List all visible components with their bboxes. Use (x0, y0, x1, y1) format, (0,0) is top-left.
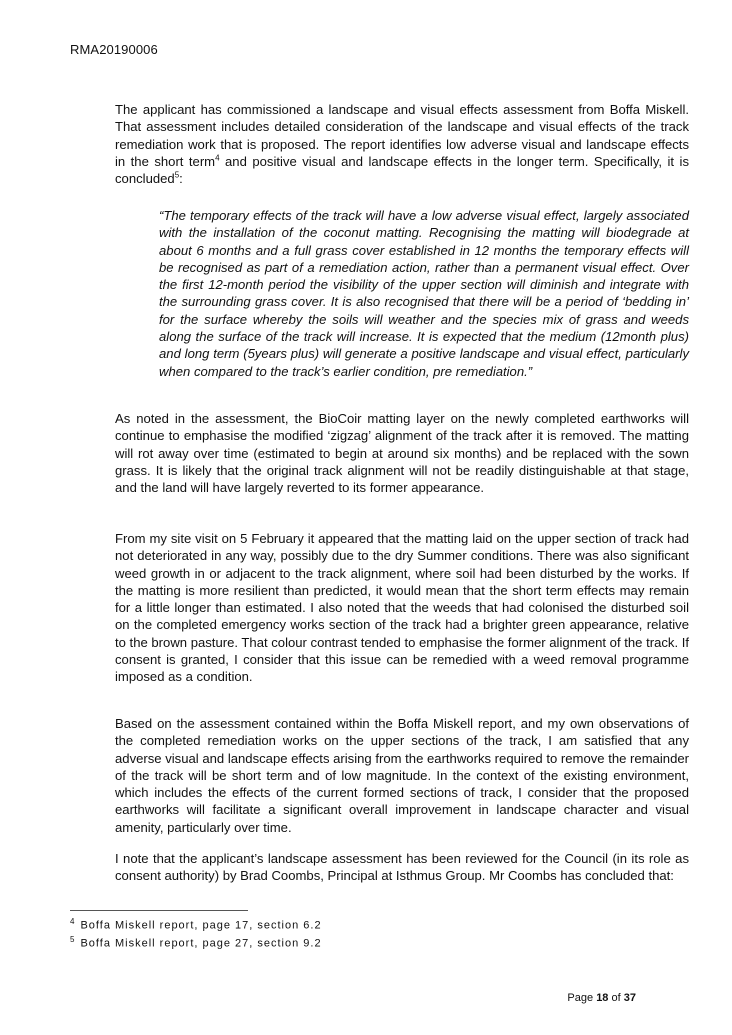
page-total: 37 (623, 992, 636, 1004)
page-current: 18 (596, 992, 609, 1004)
page-number (567, 992, 636, 1004)
footnote-divider (70, 910, 248, 911)
page-label: Page (567, 992, 594, 1004)
paragraph-conclusion: Based on the assessment contained within the Boffa Miskell report, and my own observations of the completed remediation works on the upper sections of the track, I am satisfied that any adverse visual and landscape effects arising from the earthworks required to remove the remainder of the track will be short term and of low magnitude. In the context of the existing environment, which includes the effects of the current formed sections of track, I consider that the proposed earthworks will facilitate a significant overall improvement in landscape character and visual amenity, particularly over time. (115, 716, 689, 835)
footnote-4 (70, 917, 322, 932)
footnote-4-text: Boffa Miskell report, page 17, section 6.2 (80, 919, 322, 932)
footnote-5-text: Boffa Miskell report, page 27, section 9.2 (80, 937, 322, 950)
footnote-ref-5[interactable]: 5 (174, 170, 180, 180)
paragraph-intro (115, 101, 689, 187)
document-reference: RMA20190006 (70, 42, 158, 57)
footnote-4-number: 4 (70, 917, 75, 926)
footnote-5 (70, 935, 322, 950)
paragraph-intro-text-2: and positive visual and landscape effects in the longer term. Specifically, it is concluded (115, 153, 689, 187)
footnote-5-number: 5 (70, 935, 75, 944)
footnote-ref-4[interactable]: 4 (215, 153, 220, 163)
paragraph-intro-text-3: : (179, 171, 183, 187)
paragraph-site-visit: From my site visit on 5 February it appeared that the matting laid on the upper section of track had not deteriorated in any way, possibly due to the dry Summer conditions. There was also significant weed growth in or adjacent to the track alignment, where soil had been disturbed by the works. If the matting is more resilient than predicted, it would mean that the short term effects may remain for a little longer than estimated. I also noted that the weeds that had colonised the disturbed soil on the completed emergency works section of the track had a brighter green appearance, relative to the brown pasture. That colour contrast tended to emphasise the former alignment of the track. If consent is granted, I consider that this issue can be remedied with a weed removal programme imposed as a condition. (115, 531, 690, 685)
paragraph-intro-text-1: The applicant has commissioned a landscape and visual effects assessment from Boffa Miskell. That assessment includes detailed consideration of the landscape and visual effects of the track remediation work that is proposed. The report identifies low adverse visual and landscape effects in the short term (115, 102, 689, 169)
page-of: of (611, 992, 621, 1004)
paragraph-biocoir: As noted in the assessment, the BioCoir matting layer on the newly completed earthworks will continue to emphasise the modified ‘zigzag’ alignment of the track after it is removed. The matting will rot away over time (estimated to begin at around six months) and be replaced with the sown grass. It is likely that the original track alignment will not be readily distinguishable at that stage, and the land will have largely reverted to its former appearance. (115, 411, 689, 496)
block-quote: “The temporary effects of the track will have a low adverse visual effect, largely associated with the installation of the coconut matting. Recognising the matting will biodegrade at about 6 months and a full grass cover established in 12 months the temporary effects will be recognised as part of a remediation action, rather than a permanent visual effect. Over the first 12-month period the visibility of the upper section will diminish and integrate with the surrounding grass cover. It is also recognised that there will be a period of ‘bedding in’ for the surface whereby the soils will weather and the species mix of grass and weeds along the surface of the track will increase. It is expected that the medium (12month plus) and long term (5years plus) will generate a positive landscape and visual effect, particularly when compared to the track’s earlier condition, pre remediation.” (159, 208, 689, 379)
paragraph-review: I note that the applicant’s landscape assessment has been reviewed for the Council (in its role as consent authority) by Brad Coombs, Principal at Isthmus Group. Mr Coombs has concluded that: (115, 851, 689, 884)
